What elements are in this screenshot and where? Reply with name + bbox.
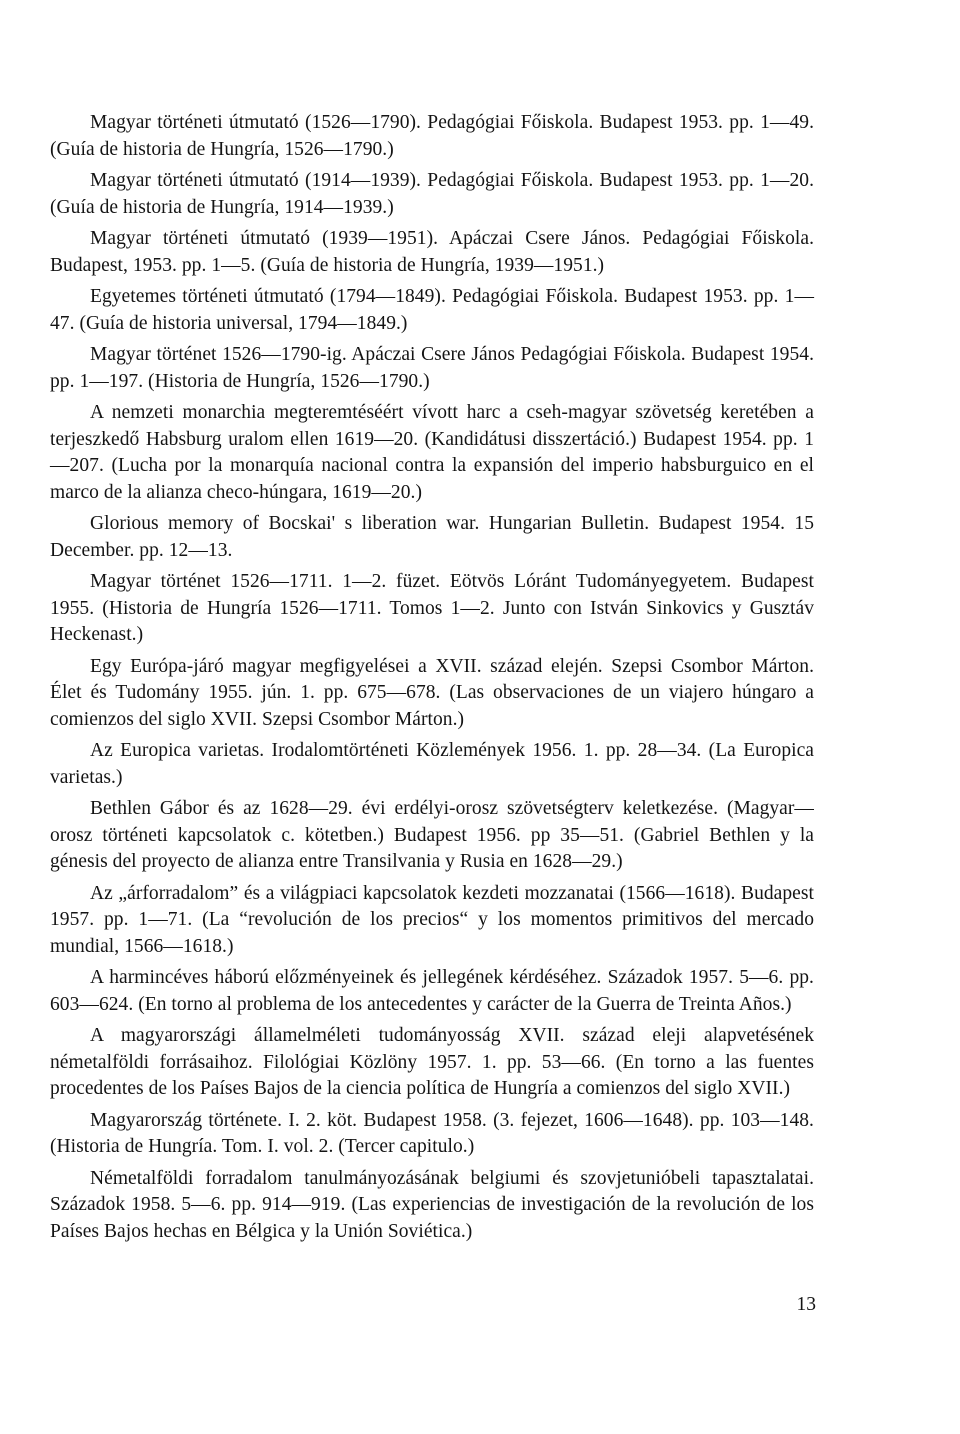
bibliography-entry: Az Europica varietas. Irodalomtörténeti Közlemények 1956. 1. pp. 28—34. (La Europica varietas.) <box>50 740 814 788</box>
bibliography-entry: Egyetemes történeti útmutató (1794—1849). Pedagógiai Főiskola. Budapest 1953. pp. 1—47. (Guía de historia universal, 1794—1849.) <box>50 286 814 334</box>
bibliography-entry: Magyar történeti útmutató (1914—1939). Pedagógiai Főiskola. Budapest 1953. pp. 1—20. (Guía de historia de Hungría, 1914—1939.) <box>50 170 814 218</box>
bibliography-entry: Glorious memory of Bocskai' s liberation war. Hungarian Bulletin. Budapest 1954. 15 December. pp. 12—13. <box>50 513 814 561</box>
bibliography-entry: Magyarország története. I. 2. köt. Budapest 1958. (3. fejezet, 1606—1648). pp. 103—148. (Historia de Hungría. Tom. I. vol. 2. (Tercer capitulo.) <box>50 1109 814 1157</box>
bibliography-entry: A nemzeti monarchia megteremtéséért vívott harc a cseh-magyar szövetség keretében a terjeszkedő Habsburg uralom ellen 1619—20. (Kandidátusi disszertáció.) Budapest 1954. pp. 1—207. (Lucha por la monarquía nacional contra la expansión del imperio habsburguico en el marco de la alianza checo-húngara, 1619—20.) <box>50 402 814 503</box>
bibliography-entry: Magyar történet 1526—1711. 1—2. füzet. Eötvös Lóránt Tudományegyetem. Budapest 1955. (Historia de Hungría 1526—1711. Tomos 1—2. Junto con István Sinkovics y Gusztáv Heckenast.) <box>50 571 814 645</box>
page-number: 13 <box>796 1294 816 1315</box>
bibliography-entry: Magyar történet 1526—1790-ig. Apáczai Csere János Pedagógiai Főiskola. Budapest 1954. pp. 1—197. (Historia de Hungría, 1526—1790.) <box>50 344 814 392</box>
bibliography-entry: A magyarországi államelméleti tudományosság XVII. század eleji alapvetésének németalföldi forrásaihoz. Filológiai Közlöny 1957. 1. pp. 53—66. (En torno a las fuentes procedentes de los Países Bajos de la ciencia política de Hungría a comienzos del siglo XVII.) <box>50 1025 814 1099</box>
bibliography-entry: Magyar történeti útmutató (1526—1790). Pedagógiai Főiskola. Budapest 1953. pp. 1—49. (Guía de historia de Hungría, 1526—1790.) <box>50 112 814 160</box>
bibliography-entry: Magyar történeti útmutató (1939—1951). Apáczai Csere János. Pedagógiai Főiskola. Budapest, 1953. pp. 1—5. (Guía de historia de Hungría, 1939—1951.) <box>50 228 814 276</box>
bibliography-entry: Németalföldi forradalom tanulmányozásának belgiumi és szovjetunióbeli tapasztalatai. Századok 1958. 5—6. pp. 914—919. (Las experiencias de investigación de la revolución de los Países Bajos hechas en Bélgica y la Unión Soviética.) <box>50 1167 814 1242</box>
bibliography-entry: Egy Európa-járó magyar megfigyelései a XVII. század elején. Szepsi Csombor Márton. Élet és Tudomány 1955. jún. 1. pp. 675—678. (Las observaciones de un viajero húngaro a comienzos del siglo XVII. Szepsi Csombor Márton.) <box>50 655 814 730</box>
bibliography-entry: Bethlen Gábor és az 1628—29. évi erdélyi-orosz szövetségterv keletkezése. (Magyar—orosz történeti kapcsolatok c. kötetben.) Budapest 1956. pp 35—51. (Gabriel Bethlen y la génesis del proyecto de alianza entre Transilvania y Rusia en 1628—29.) <box>50 798 814 872</box>
bibliography-entry: Az „árforradalom” és a világpiaci kapcsolatok kezdeti mozzanatai (1566—1618). Budapest 1957. pp. 1—71. (La “revolución de los precios“ y los momentos primitivos del mercado mundial, 1566—1618.) <box>50 882 814 957</box>
bibliography-entry: A harmincéves háború előzményeinek és jellegének kérdéséhez. Századok 1957. 5—6. pp. 603—624. (En torno al problema de los antecedentes y carácter de la Guerra de Treinta Años.) <box>50 967 814 1015</box>
bibliography-list <box>50 110 814 1250</box>
